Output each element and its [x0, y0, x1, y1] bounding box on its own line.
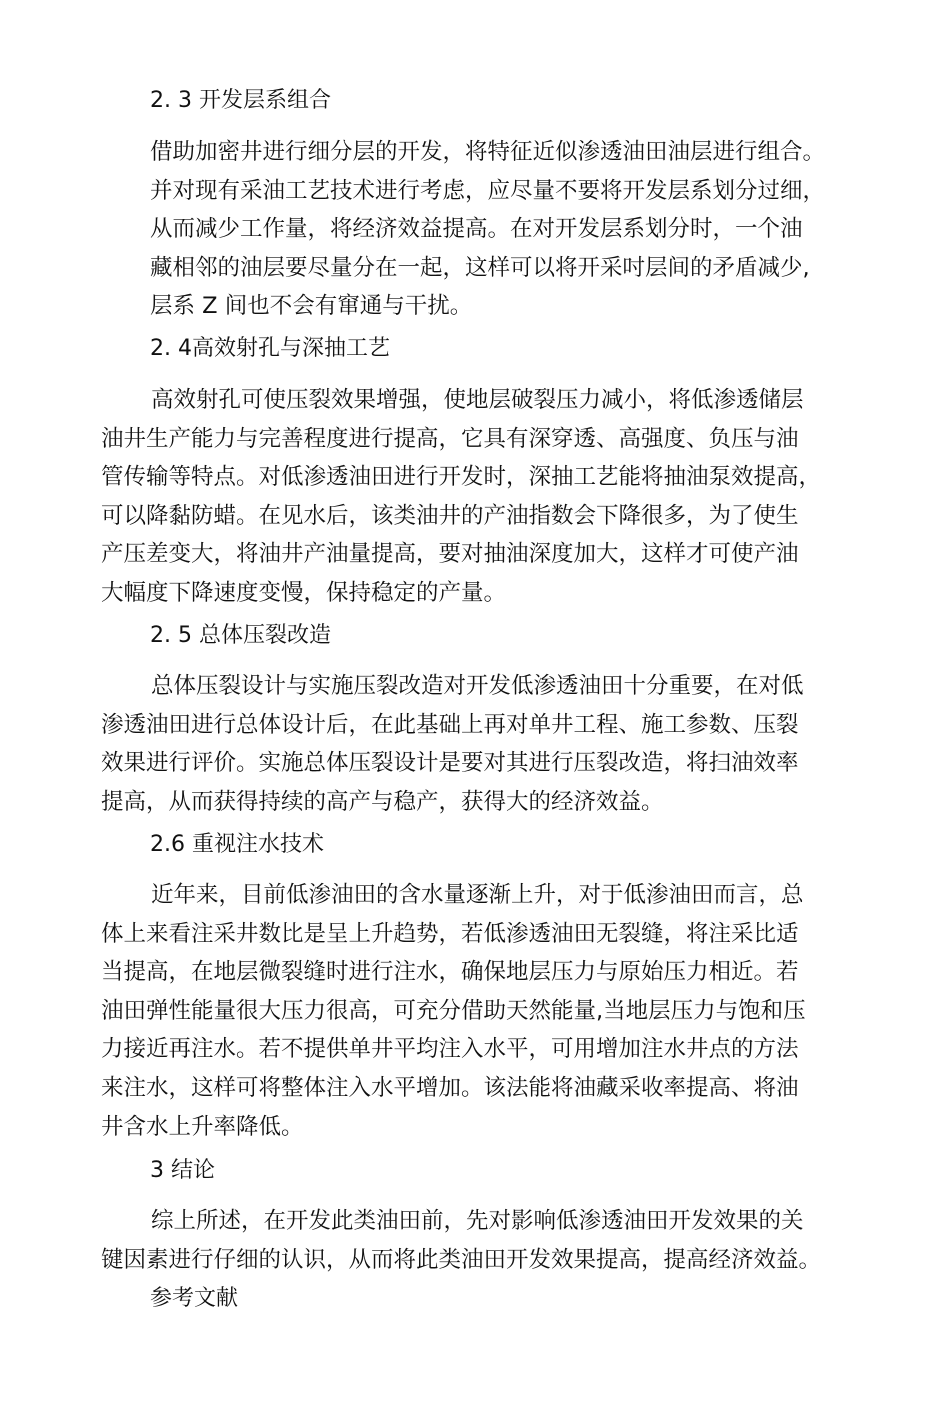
paragraph-2-4: [101, 381, 861, 613]
paragraph-line: 从而减少工作量，将经济效益提高。在对开发层系划分时，一个油: [150, 216, 803, 243]
paragraph-line: 油田弹性能量很大压力很高，可充分借助天然能量,当地层压力与饱和压: [101, 997, 806, 1024]
paragraph-line: 并对现有采油工艺技术进行考虑，应尽量不要将开发层系划分过细，: [150, 177, 826, 204]
paragraph-line: 提高，从而获得持续的高产与稳产，获得大的经济效益。: [101, 788, 664, 815]
section-heading-3: 3 结论: [150, 1158, 215, 1183]
paragraph-line: 高效射孔可使压裂效果增强，使地层破裂压力减小，将低渗透储层: [151, 387, 804, 413]
paragraph-line: 藏相邻的油层要尽量分在一起，这样可以将开采吋层间的矛盾减少,: [150, 254, 810, 281]
paragraph-line: 力接近再注水。若不提供单井平均注入水平，可用增加注水井点的方法: [101, 1036, 799, 1063]
paragraph-line: 效果进行评价。实施总体压裂设计是要对其进行压裂改造，将扫油效率: [101, 750, 799, 777]
paragraph-line: 油井生产能力与完善程度进行提高，它具有深穿透、高强度、负压与油: [101, 425, 799, 452]
paragraph-line: 体上来看注采井数比是呈上升趋势，若低渗透油田无裂缝，将注采比适: [101, 920, 799, 947]
paragraph-2-3: [150, 133, 870, 326]
section-heading-2-6: 2.6 重视注水技术: [150, 832, 324, 857]
section-heading-2-3: 2. 3 开发层系组合: [150, 88, 331, 113]
paragraph-line: 来注水，这样可将整体注入水平增加。该法能将油藏采收率提高、将油: [101, 1074, 799, 1101]
paragraph-line: 井含水上升率降低。: [101, 1113, 304, 1140]
paragraph-2-5: [101, 667, 861, 821]
paragraph-line: 可以降黏防蜡。在见水后，该类油井的产油指数会下降很多，为了使生: [101, 502, 799, 529]
references-heading: 参考文献: [150, 1286, 239, 1311]
paragraph-line: 管传输等特点。对低渗透油田进行开发时，深抽工艺能将抽油泵效提高，: [101, 464, 822, 491]
paragraph-line: 借助加密井进行细分层的开发，将特征近似渗透油田油层进行组合。: [150, 139, 826, 165]
section-heading-2-4: 2. 4高效射孔与深抽工艺: [150, 336, 390, 361]
paragraph-line: 键因素进行仔细的认识，从而将此类油田开发效果提高，提高经济效益。: [101, 1246, 822, 1273]
paragraph-line: 层系 Z 间也不会有窜通与干扰。: [150, 293, 473, 320]
paragraph-3: [101, 1202, 861, 1279]
paragraph-line: 综上所述，在开发此类油田前，先对影响低渗透油田开发效果的关: [151, 1208, 804, 1234]
paragraph-2-6: [101, 876, 861, 1146]
paragraph-line: 渗透油田进行总体设计后，在此基础上再对单井工程、施工参数、压裂: [101, 711, 799, 738]
paragraph-line: 当提高，在地层微裂缝时进行注水，确保地层压力与原始压力相近。若: [101, 959, 799, 986]
paragraph-line: 近年来，目前低渗油田的含水量逐渐上升，对于低渗油田而言，总: [151, 882, 804, 908]
section-heading-2-5: 2. 5 总体压裂改造: [150, 623, 331, 648]
paragraph-line: 大幅度下降速度变慢，保持稳定的产量。: [101, 579, 507, 606]
paragraph-line: 总体压裂设计与实施压裂改造对开发低渗透油田十分重要，在对低: [151, 673, 804, 699]
paragraph-line: 产压差变大，将油井产油量提高，要对抽油深度加大，这样才可使产油: [101, 541, 799, 568]
